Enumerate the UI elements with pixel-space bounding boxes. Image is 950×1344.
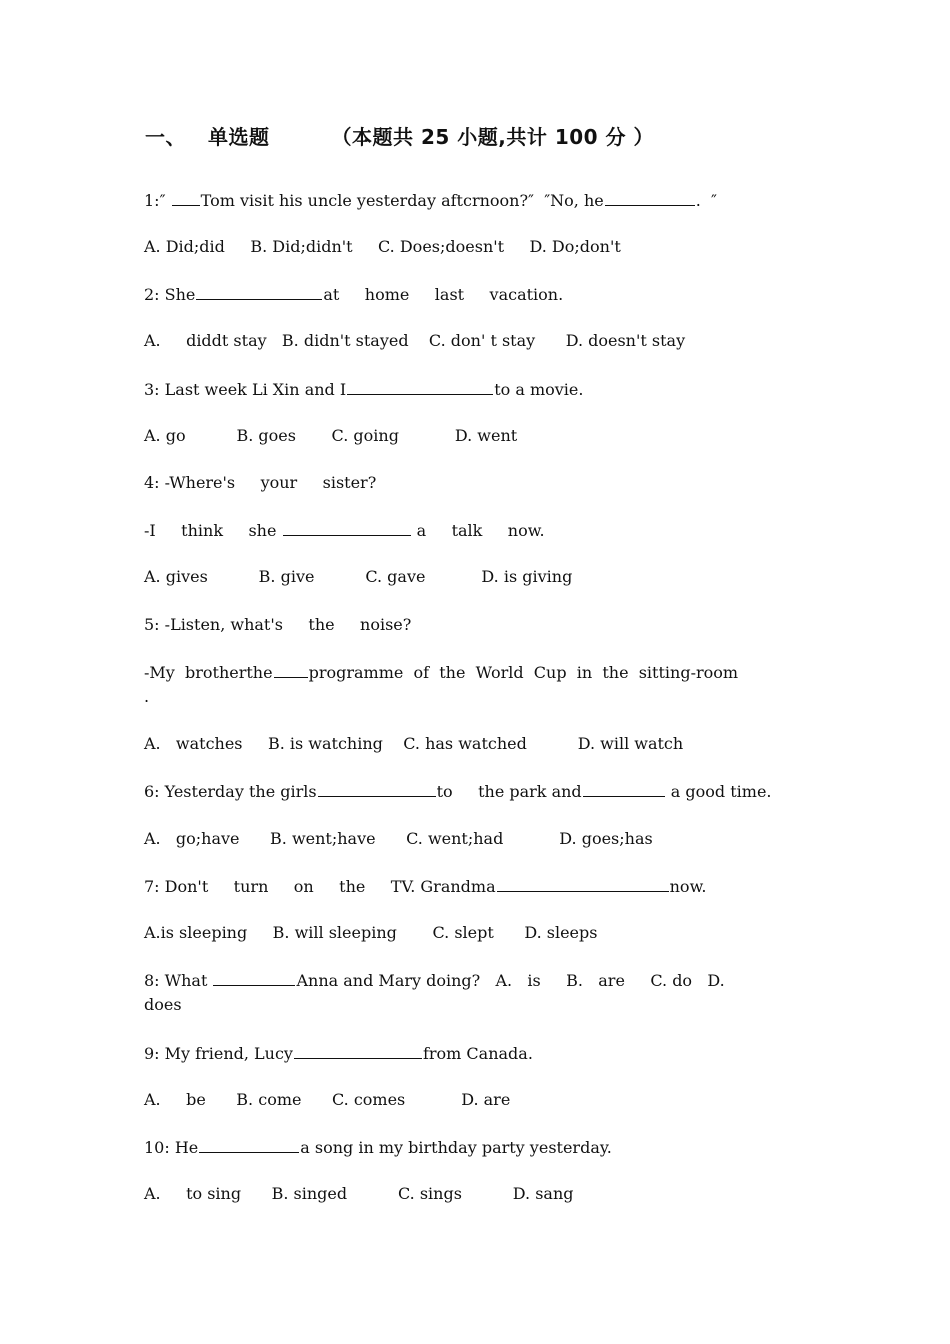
question-1-options: A. Did;did B. Did;didn't C. Does;doesn't D. Do;don't — [144, 237, 621, 256]
question-5: 5: -Listen, what's the noise? — [144, 615, 412, 634]
question-text: Tom visit his uncle yesterday aftcrnoon?″ ″No, he — [200, 191, 604, 210]
question-9-options: A. be B. come C. comes D. are — [144, 1090, 511, 1109]
question-5-answer-line — [144, 661, 738, 684]
question-text: from Canada. — [422, 1044, 533, 1063]
section-number: 一、 — [145, 125, 186, 149]
question-4-options: A. gives B. give C. gave D. is giving — [144, 567, 573, 586]
question-text: a good time. — [665, 782, 772, 801]
question-text: 6: Yesterday the girls — [144, 782, 317, 801]
question-text: a talk now. — [411, 521, 545, 540]
question-7-options: A.is sleeping B. will sleeping C. slept D. sleeps — [144, 923, 598, 942]
question-text: to a movie. — [494, 380, 584, 399]
question-text: 3: Last week Li Xin and I — [144, 380, 347, 399]
section-title: 单选题 — [208, 125, 270, 149]
question-4: 4: -Where's your sister? — [144, 473, 377, 492]
question-text: 9: My friend, Lucy — [144, 1044, 293, 1063]
question-10-options: A. to sing B. singed C. sings D. sang — [144, 1184, 574, 1203]
question-2 — [144, 283, 563, 306]
question-9 — [144, 1042, 533, 1065]
question-4-answer-line — [144, 519, 545, 542]
question-text: 1:″ — [144, 191, 171, 210]
question-text: -My brotherthe — [144, 663, 273, 682]
question-6 — [144, 780, 772, 803]
question-5-tail: . — [144, 687, 150, 706]
answer-blank — [283, 519, 411, 536]
answer-blank — [213, 969, 295, 986]
answer-blank — [294, 1042, 422, 1059]
answer-blank — [199, 1136, 299, 1153]
question-text: 8: What — [144, 971, 213, 990]
answer-blank — [347, 378, 493, 395]
answer-blank — [497, 875, 669, 892]
question-8 — [144, 969, 725, 992]
section-note: （本题共 25 小题,共计 100 分 ） — [331, 125, 654, 149]
question-8-tail: does — [144, 995, 182, 1014]
answer-blank — [605, 189, 695, 206]
answer-blank — [274, 661, 308, 678]
question-text: a song in my birthday party yesterday. — [300, 1138, 612, 1157]
question-text: now. — [669, 877, 707, 896]
question-3 — [144, 378, 583, 401]
question-text: 10: He — [144, 1138, 199, 1157]
question-5-options: A. watches B. is watching C. has watched D. will watch — [144, 734, 684, 753]
question-text: Anna and Mary doing? A. is B. are C. do D. — [296, 971, 725, 990]
question-1 — [144, 189, 717, 212]
question-text: programme of the World Cup in the sitting-room — [308, 663, 739, 682]
question-7 — [144, 875, 706, 898]
section-heading — [145, 121, 654, 150]
question-text: at home last vacation. — [323, 285, 564, 304]
answer-blank — [172, 189, 200, 206]
question-text: . ″ — [695, 191, 717, 210]
question-text: -I think she — [144, 521, 282, 540]
question-text: 2: She — [144, 285, 196, 304]
question-text: 7: Don't turn on the TV. Grandma — [144, 877, 496, 896]
question-3-options: A. go B. goes C. going D. went — [144, 426, 518, 445]
question-text: to the park and — [436, 782, 582, 801]
question-10 — [144, 1136, 612, 1159]
answer-blank — [318, 780, 436, 797]
answer-blank — [583, 780, 665, 797]
question-2-options: A. diddt stay B. didn't stayed C. don' t stay D. doesn't stay — [144, 331, 686, 350]
question-6-options: A. go;have B. went;have C. went;had D. goes;has — [144, 829, 653, 848]
answer-blank — [196, 283, 322, 300]
